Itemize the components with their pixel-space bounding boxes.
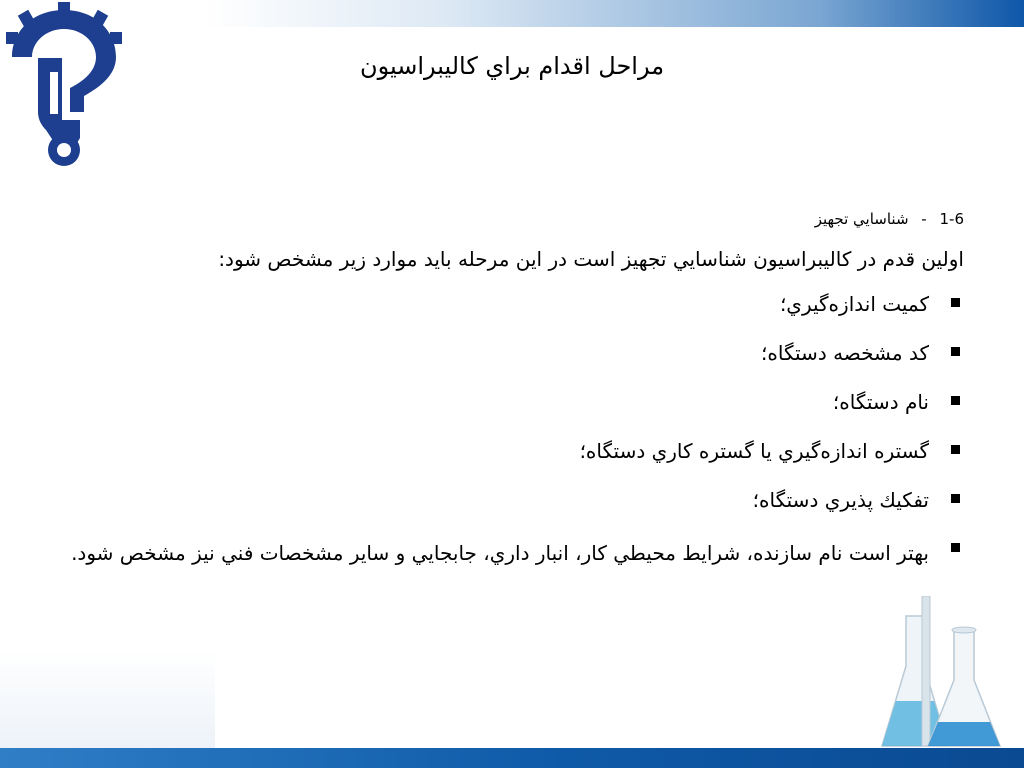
bottom-left-fade <box>0 650 215 748</box>
list-item-label: تفكيك پذيري دستگاه؛ <box>752 488 929 512</box>
list-item-label: كد مشخصه دستگاه؛ <box>761 341 929 365</box>
top-decoration-bar <box>205 0 1024 27</box>
list-item-label: نام دستگاه؛ <box>832 390 929 414</box>
list-item <box>54 285 964 323</box>
section-number: 1-6 <box>939 210 964 228</box>
intro-paragraph: اولين قدم در كاليبراسيون شناسايي تجهيز است در اين مرحله بايد موارد زير مشخص شود: <box>218 247 964 271</box>
list-item-label: گستره اندازه‌گيري يا گستره كاري دستگاه؛ <box>579 439 929 463</box>
list-item <box>54 481 964 519</box>
square-bullet-icon <box>951 445 960 454</box>
list-item-label: كميت اندازه‌گيري؛ <box>779 292 929 316</box>
section-separator: - <box>921 210 927 228</box>
slide-content <box>54 210 964 587</box>
list-item <box>54 383 964 421</box>
requirements-list <box>54 285 964 576</box>
question-gear-logo-icon <box>2 2 126 168</box>
square-bullet-icon <box>951 494 960 503</box>
square-bullet-icon <box>951 298 960 307</box>
list-item-label: بهتر است نام سازنده، شرايط محيطي كار، انبار داري، جابجايي و ساير مشخصات فني نيز مشخص شود. <box>71 541 929 565</box>
slide-title: مراحل اقدام براي كاليبراسيون <box>359 52 665 80</box>
square-bullet-icon <box>951 396 960 405</box>
list-item <box>54 334 964 372</box>
section-title: شناسايي تجهيز <box>814 210 909 228</box>
section-heading <box>54 210 964 228</box>
list-item <box>54 530 964 576</box>
square-bullet-icon <box>951 347 960 356</box>
bottom-decoration-bar <box>0 748 1024 768</box>
list-item <box>54 432 964 470</box>
lab-flasks-icon <box>876 596 1024 768</box>
square-bullet-icon <box>951 543 960 552</box>
